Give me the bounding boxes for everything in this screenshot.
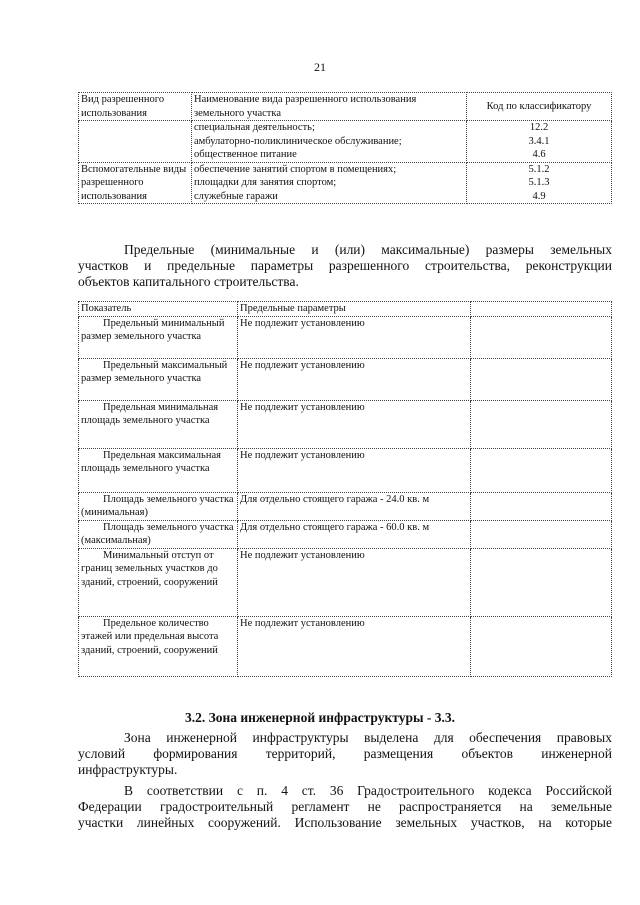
paragraph-line: условий формирования территорий, размещения объектов инженерной xyxy=(78,746,612,761)
table-row xyxy=(79,520,612,548)
value-cell: Не подлежит установлению xyxy=(238,358,471,400)
table-row xyxy=(79,358,612,400)
indicator-text: Предельная минимальная площадь земельного участка xyxy=(81,401,219,426)
indicator-cell xyxy=(79,358,238,400)
empty-cell xyxy=(471,400,612,448)
code-item: 4.9 xyxy=(532,190,546,202)
page-number: 21 xyxy=(314,60,326,74)
indicator-cell xyxy=(79,616,238,676)
table-header-row xyxy=(79,302,612,317)
paragraph-line: участки линейных сооружений. Использование земельных участков, на которые xyxy=(78,815,612,830)
table-row xyxy=(79,400,612,448)
indicator-cell xyxy=(79,448,238,492)
permitted-use-table xyxy=(78,92,612,204)
paragraph-zone-description xyxy=(78,730,612,778)
table-row xyxy=(79,448,612,492)
value-cell: Не подлежит установлению xyxy=(238,548,471,616)
indicator-text: Предельная максимальная площадь земельного участка xyxy=(81,449,221,474)
main-use-label xyxy=(79,121,192,163)
empty-cell xyxy=(471,520,612,548)
empty-cell xyxy=(471,548,612,616)
paragraph-line xyxy=(78,730,612,746)
indicator-text: Площадь земельного участка (минимальная) xyxy=(81,493,234,518)
indicator-cell xyxy=(79,400,238,448)
paragraph-limits-line2: участков и предельные параметры разрешенного строительства, реконструкции xyxy=(78,258,612,273)
indicator-cell xyxy=(79,316,238,358)
list-item: служебные гаражи xyxy=(194,190,278,202)
code-item: 5.1.2 xyxy=(528,163,550,175)
code-item: 12.2 xyxy=(529,122,549,133)
limits-table xyxy=(78,301,612,677)
paragraph-code-reference xyxy=(78,783,612,831)
empty-cell xyxy=(471,316,612,358)
list-item: амбулаторно-поликлиническое обслуживание; xyxy=(194,135,402,147)
value-cell: Не подлежит установлению xyxy=(238,448,471,492)
table-row-main xyxy=(79,121,612,163)
list-item: специальная деятельность; xyxy=(194,122,315,133)
list-item: обеспечение занятий спортом в помещениях; xyxy=(194,163,397,175)
empty-cell xyxy=(471,492,612,520)
indicator-text: Предельное количество этажей или предельная высота зданий, строений, сооружений xyxy=(81,617,219,656)
code-item: 3.4.1 xyxy=(528,135,550,147)
list-item: площадки для занятия спортом; xyxy=(194,177,337,188)
table-row xyxy=(79,616,612,676)
paragraph-limits-line1 xyxy=(78,242,612,258)
header-empty xyxy=(471,302,612,317)
paragraph-text: В соответствии с п. 4 ст. 36 Градостроительного кодекса Российской xyxy=(124,783,612,798)
empty-cell xyxy=(471,448,612,492)
main-use-names xyxy=(192,121,467,163)
aux-use-codes xyxy=(467,162,612,204)
table-row-aux xyxy=(79,162,612,204)
paragraph-text: Зона инженерной инфраструктуры выделена для обеспечения правовых xyxy=(124,730,612,745)
value-cell: Не подлежит установлению xyxy=(238,400,471,448)
table-row xyxy=(79,548,612,616)
indicator-text: Площадь земельного участка (максимальная) xyxy=(81,521,234,546)
table-header-row xyxy=(79,93,612,121)
paragraph-line: Федерации градостроительный регламент не распространяется на земельные xyxy=(78,799,612,814)
table-row xyxy=(79,492,612,520)
code-item: 4.6 xyxy=(532,149,546,160)
value-cell: Для отдельно стоящего гаража - 24.0 кв. м xyxy=(238,492,471,520)
value-cell: Не подлежит установлению xyxy=(238,616,471,676)
paragraph-limits-line3: объектов капитального строительства. xyxy=(78,274,299,289)
table-row xyxy=(79,316,612,358)
value-cell: Не подлежит установлению xyxy=(238,316,471,358)
indicator-text: Минимальный отступ от границ земельных участков до зданий, строений, сооружений xyxy=(81,549,218,588)
indicator-text: Предельный минимальный размер земельного участка xyxy=(81,317,225,342)
header-parameters: Предельные параметры xyxy=(238,302,471,317)
empty-cell xyxy=(471,616,612,676)
value-cell: Для отдельно стоящего гаража - 60.0 кв. м xyxy=(238,520,471,548)
paragraph-line: инфраструктуры. xyxy=(78,762,178,777)
header-use-type: Вид разрешенного использования xyxy=(79,93,192,121)
header-code: Код по классификатору xyxy=(467,93,612,121)
aux-use-names xyxy=(192,162,467,204)
paragraph-line xyxy=(78,783,612,799)
code-item: 5.1.3 xyxy=(528,177,550,188)
header-use-name: Наименование вида разрешенного использования земельного участка xyxy=(192,93,467,121)
header-indicator: Показатель xyxy=(79,302,238,317)
main-use-codes xyxy=(467,121,612,163)
indicator-cell xyxy=(79,548,238,616)
paragraph-text: Предельные (минимальные и (или) максимальные) размеры земельных xyxy=(124,242,612,257)
indicator-text: Предельный максимальный размер земельного участка xyxy=(81,359,228,384)
empty-cell xyxy=(471,358,612,400)
list-item: общественное питание xyxy=(194,149,297,160)
aux-use-label: Вспомогательные виды разрешенного использования xyxy=(79,162,192,204)
indicator-cell xyxy=(79,492,238,520)
section-heading: 3.2. Зона инженерной инфраструктуры - 3.3. xyxy=(184,710,456,725)
indicator-cell xyxy=(79,520,238,548)
